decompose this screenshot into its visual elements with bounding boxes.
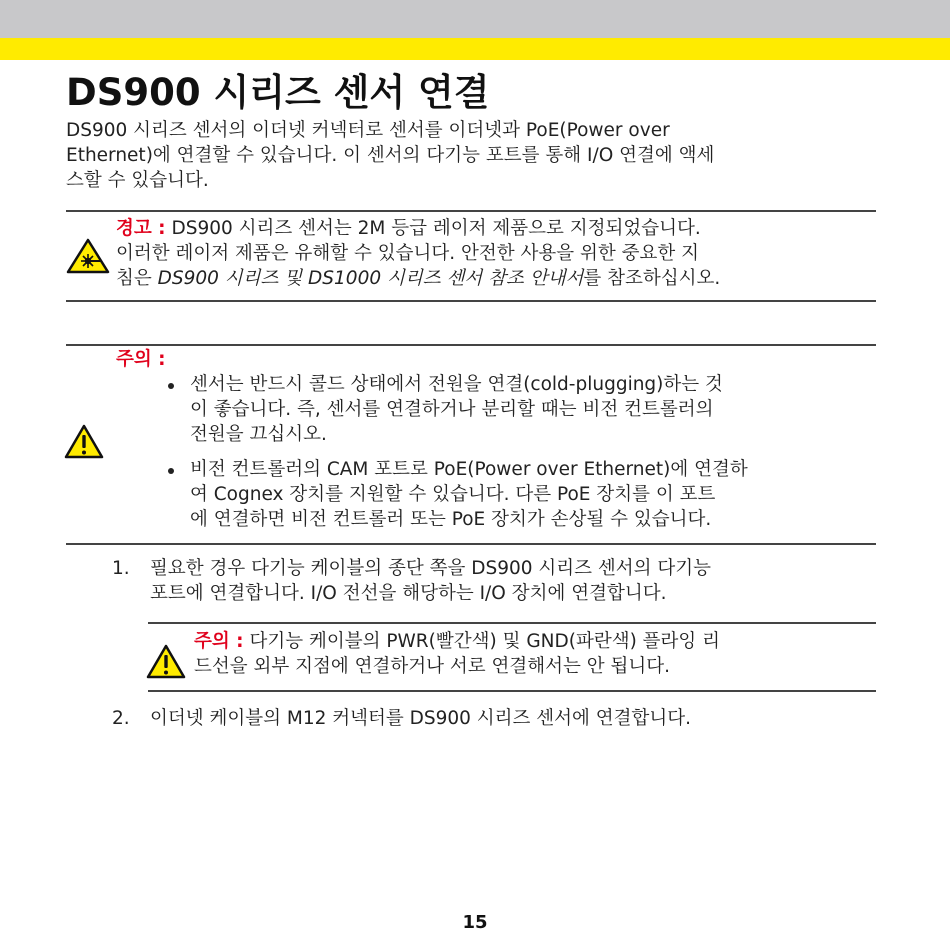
step-number: 2. xyxy=(112,708,130,729)
warning-bottom-rule xyxy=(66,300,876,302)
caution-icon xyxy=(64,424,104,460)
bullet-dot xyxy=(168,468,174,474)
caution-label-wrap xyxy=(116,347,166,372)
caution-label: 주의 : xyxy=(116,349,166,370)
warning-top-rule xyxy=(66,210,876,212)
bullet-dot xyxy=(168,383,174,389)
caution-bottom-rule xyxy=(66,543,876,545)
caution-top-rule xyxy=(66,344,876,346)
step-caution-top-rule xyxy=(148,622,876,624)
step-line: 포트에 연결합니다. I/O 전선을 해당하는 I/O 장치에 연결합니다. xyxy=(150,583,667,604)
warning-line: DS900 시리즈 센서는 2M 등급 레이저 제품으로 지정되었습니다. xyxy=(171,218,701,239)
step-caution-line: 드선을 외부 지점에 연결하거나 서로 연결해서는 안 됩니다. xyxy=(194,656,670,677)
bullet-line: 센서는 반드시 콜드 상태에서 전원을 연결(cold-plugging)하는 것 xyxy=(190,374,723,395)
laser-warning-icon xyxy=(66,238,110,274)
step-2 xyxy=(112,706,872,731)
step-caution-text xyxy=(194,629,876,679)
header-yellow-band xyxy=(0,38,950,60)
step-caution-line: 다기능 케이블의 PWR(빨간색) 및 GND(파란색) 플라잉 리 xyxy=(249,631,721,652)
step-caution-bottom-rule xyxy=(148,690,876,692)
warning-line: 이러한 레이저 제품은 유해할 수 있습니다. 안전한 사용을 위한 중요한 지 xyxy=(116,243,699,264)
step-1 xyxy=(112,556,872,606)
reference-guide-title: DS900 시리즈 및 DS1000 시리즈 센서 참조 안내서 xyxy=(157,268,584,289)
step-number: 1. xyxy=(112,558,130,579)
step-line: 이더넷 케이블의 M12 커넥터를 DS900 시리즈 센서에 연결합니다. xyxy=(150,708,692,729)
warning-line: 침은 xyxy=(116,268,158,289)
header-gray-band xyxy=(0,0,950,38)
step-caution-label: 주의 : xyxy=(194,631,244,652)
warning-line: 를 참조하십시오. xyxy=(583,268,721,289)
step-line: 필요한 경우 다기능 케이블의 종단 쪽을 DS900 시리즈 센서의 다기능 xyxy=(150,558,712,579)
caution-icon xyxy=(146,644,186,680)
bullet-line: 전원을 끄십시오. xyxy=(190,424,327,445)
list-item xyxy=(168,372,888,447)
bullet-line: 여 Cognex 장치를 지원할 수 있습니다. 다른 PoE 장치를 이 포트 xyxy=(190,484,716,505)
page-number: 15 xyxy=(462,912,488,933)
caution-bullet-list xyxy=(168,372,888,542)
list-item xyxy=(168,457,888,532)
bullet-line: 이 좋습니다. 즉, 센서를 연결하거나 분리할 때는 비전 컨트롤러의 xyxy=(190,399,714,420)
intro-line: DS900 시리즈 센서의 이더넷 커넥터로 센서를 이더넷과 PoE(Power over xyxy=(66,120,670,141)
intro-line: Ethernet)에 연결할 수 있습니다. 이 센서의 다기능 포트를 통해 I/O 연결에 액세 xyxy=(66,145,715,166)
warning-text xyxy=(116,216,876,291)
page-title: DS900 시리즈 센서 연결 xyxy=(66,71,490,114)
warning-label: 경고 : xyxy=(116,218,166,239)
bullet-line: 비전 컨트롤러의 CAM 포트로 PoE(Power over Ethernet)에 연결하 xyxy=(190,459,748,480)
intro-line: 스할 수 있습니다. xyxy=(66,170,209,191)
bullet-line: 에 연결하면 비전 컨트롤러 또는 PoE 장치가 손상될 수 있습니다. xyxy=(190,509,712,530)
intro-paragraph xyxy=(66,118,866,193)
